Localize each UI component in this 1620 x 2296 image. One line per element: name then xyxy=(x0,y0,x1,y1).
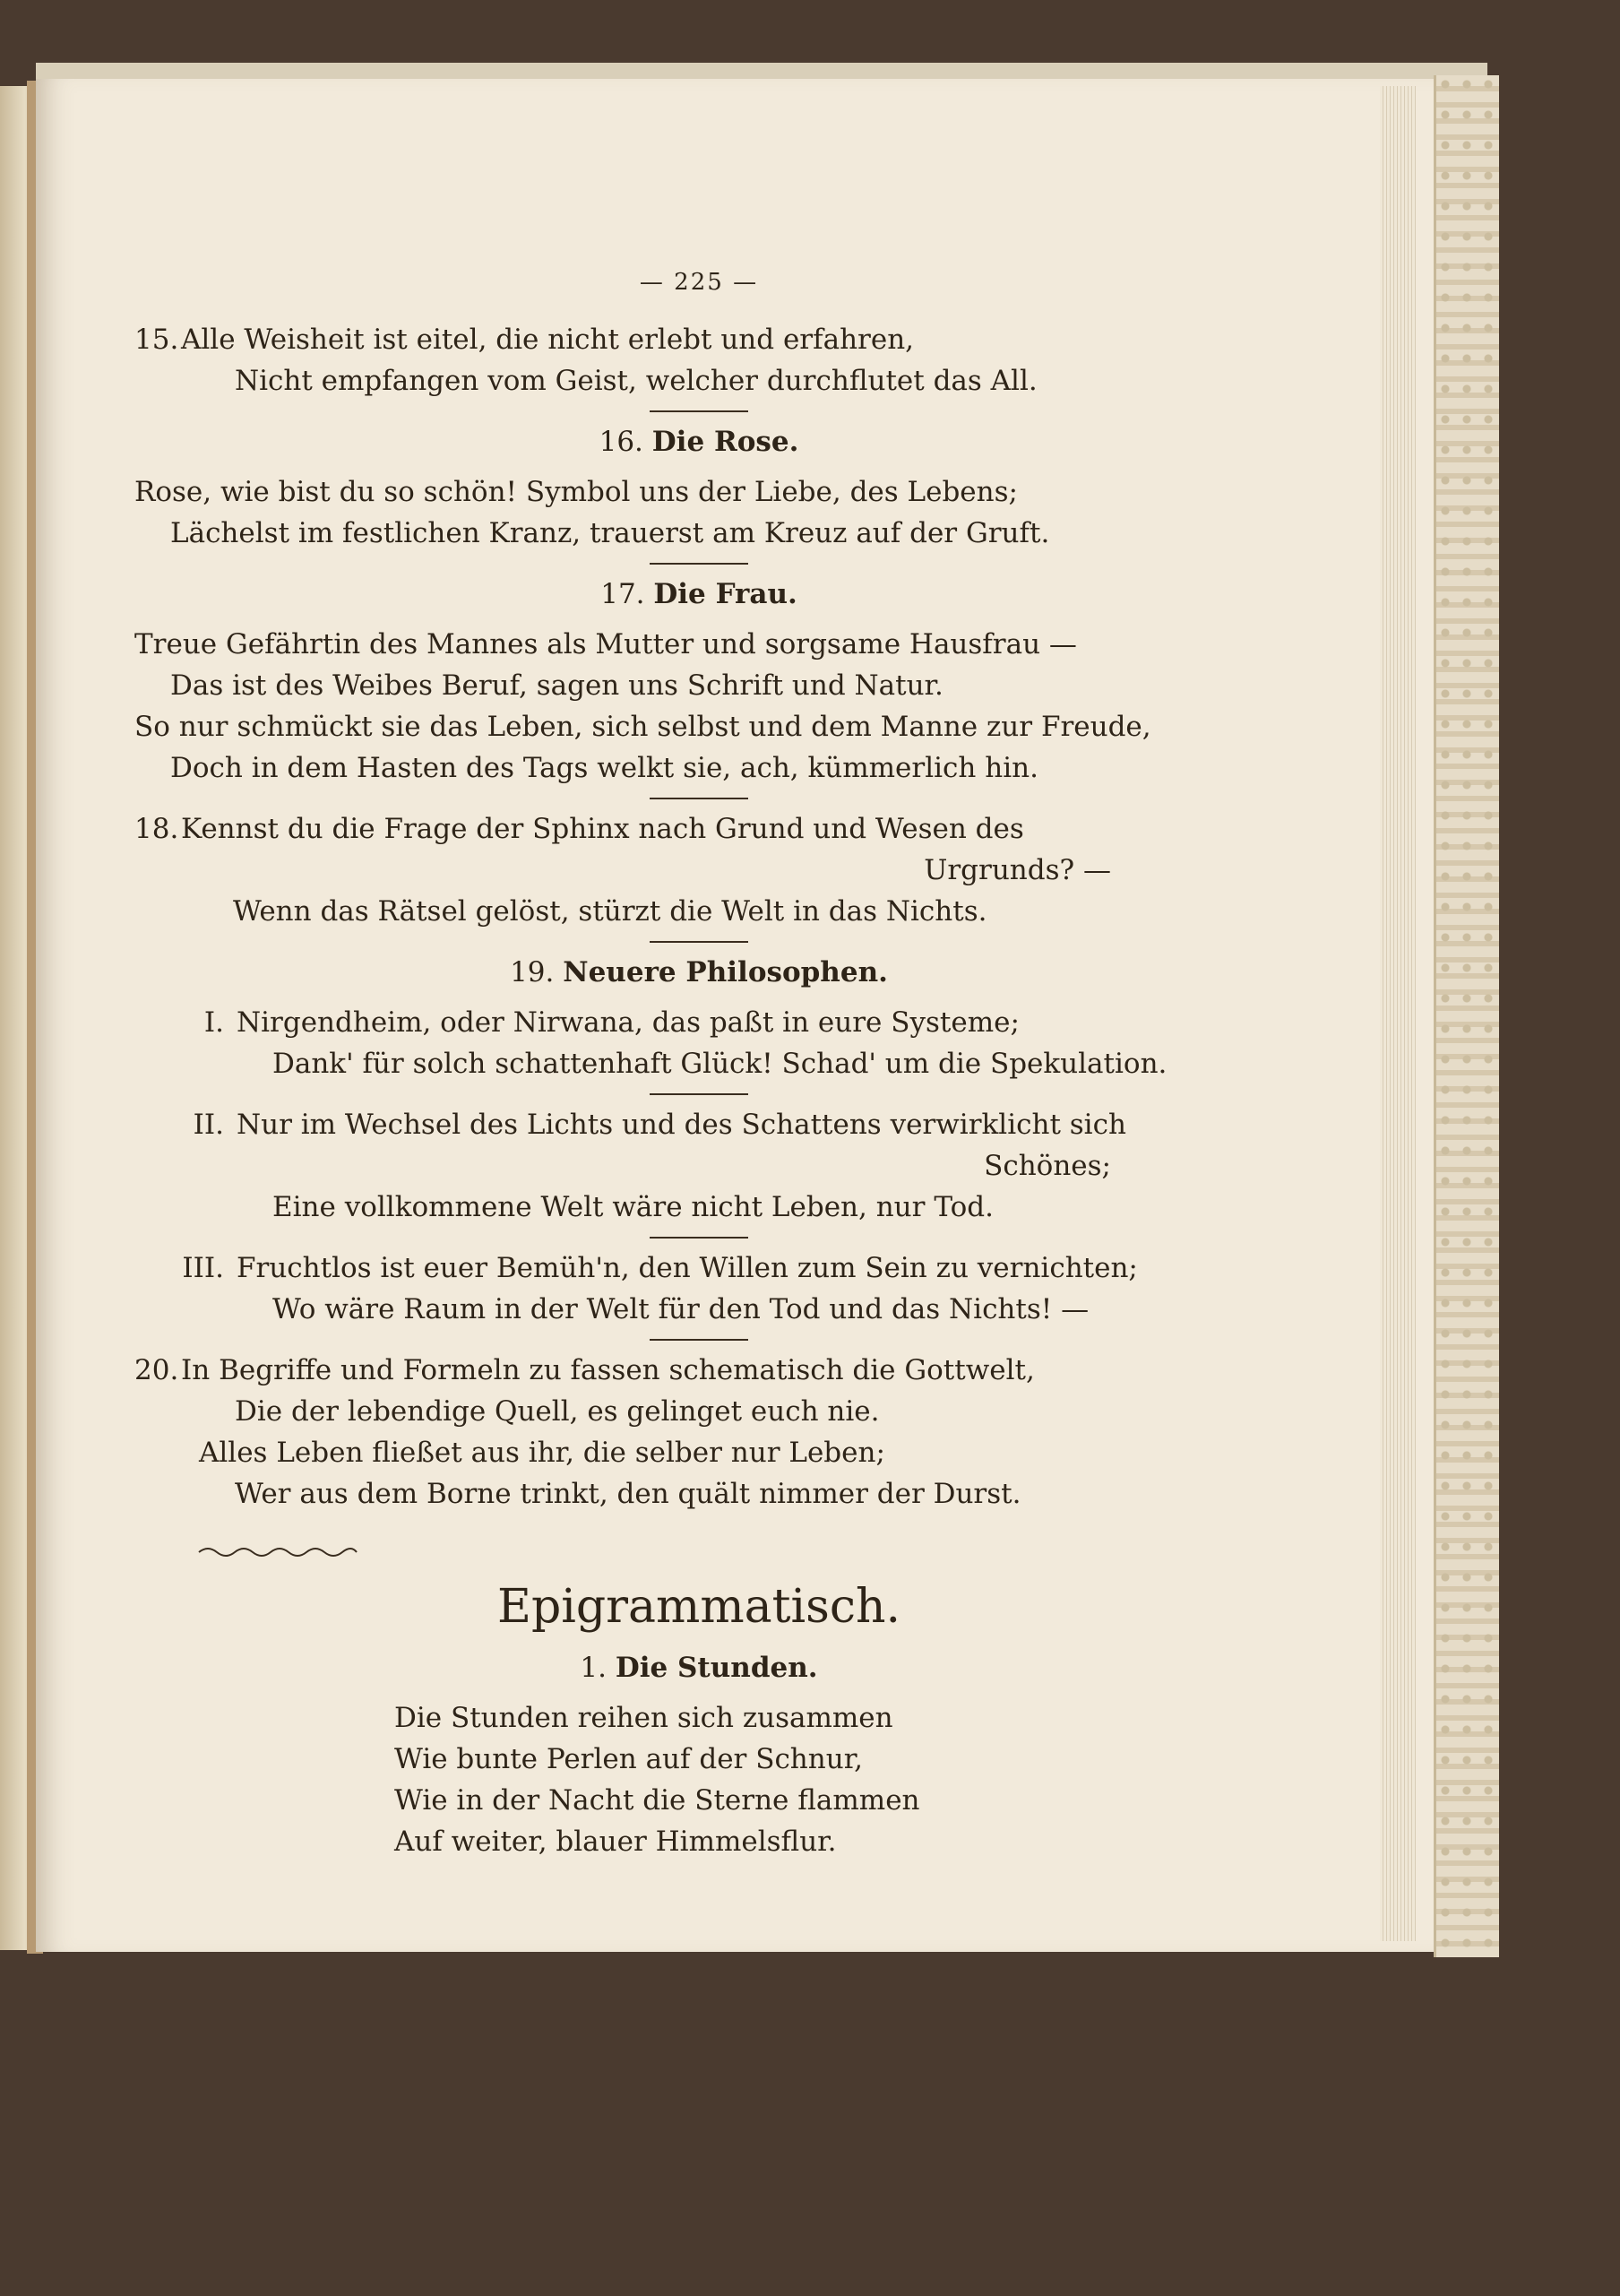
page-stack-edge xyxy=(1380,86,1416,1941)
entry-18 xyxy=(134,808,1138,932)
verse-line: Treue Gefährtin des Mannes als Mutter und sorgsame Hausfrau — xyxy=(134,628,1077,660)
entry-number: 15. xyxy=(134,324,179,356)
roman-numeral: I. xyxy=(203,1006,224,1039)
verse-line: II. Nur im Wechsel des Lichts und des Schattens verwirklicht sich xyxy=(134,1104,1138,1145)
poem-stanza xyxy=(134,1697,1138,1862)
verse-line: Die der lebendige Quell, es gelinget euch nie. xyxy=(235,1395,880,1428)
entry-heading: 16. Die Rose. xyxy=(599,426,799,458)
verse-line: Eine vollkommene Welt wäre nicht Leben, nur Tod. xyxy=(272,1191,994,1223)
verse-line: 15.Alle Weisheit ist eitel, die nicht erlebt und erfahren, xyxy=(134,319,1138,360)
poem-heading: 1. Die Stunden. xyxy=(580,1652,818,1684)
verse-line: III. Fruchtlos ist euer Bemüh'n, den Willen zum Sein zu vernichten; xyxy=(134,1247,1138,1289)
separator-rule xyxy=(650,1339,748,1341)
verse-line: Wo wäre Raum in der Welt für den Tod und das Nichts! — xyxy=(272,1293,1090,1325)
entry-number: 18. xyxy=(134,813,179,845)
entry-20 xyxy=(134,1350,1138,1515)
verse-line: Dank' für solch schattenhaft Glück! Schad' um die Spekulation. xyxy=(272,1048,1168,1080)
entry-heading: 19. Neuere Philosophen. xyxy=(510,956,888,988)
poem-line: Die Stunden reihen sich zusammen xyxy=(394,1702,893,1734)
decorative-cover xyxy=(1434,75,1499,1957)
separator-rule xyxy=(650,1093,748,1095)
wavy-ornament xyxy=(197,1545,358,1559)
separator-rule xyxy=(650,410,748,412)
entry-17 xyxy=(134,574,1151,789)
verse-line: I. Nirgendheim, oder Nirwana, das paßt in eure Systeme; xyxy=(134,1002,1138,1043)
poem-line: Wie in der Nacht die Sterne flammen xyxy=(394,1784,920,1817)
verse-line: 18.Kennst du die Frage der Sphinx nach Grund und Wesen des xyxy=(134,808,1138,850)
roman-numeral: II. xyxy=(193,1109,224,1141)
verse-line: Rose, wie bist du so schön! Symbol uns der Liebe, des Lebens; xyxy=(134,476,1018,508)
verse-line: Urgrunds? — xyxy=(924,854,1111,886)
poem-line: Auf weiter, blauer Himmelsflur. xyxy=(394,1826,837,1858)
section-title: Epigrammatisch. xyxy=(497,1580,900,1634)
verse-line: Wenn das Rätsel gelöst, stürzt die Welt in das Nichts. xyxy=(233,895,987,928)
entry-19 xyxy=(134,952,1168,1330)
entry-number: 20. xyxy=(134,1354,179,1386)
verse-line: Schönes; xyxy=(984,1150,1111,1182)
separator-rule xyxy=(650,798,748,799)
separator-rule xyxy=(650,941,748,943)
verse-line: Das ist des Weibes Beruf, sagen uns Schrift und Natur. xyxy=(170,669,944,702)
entry-16 xyxy=(134,421,1138,554)
entry-heading: 17. Die Frau. xyxy=(600,578,797,610)
verse-line: Alles Leben fließet aus ihr, die selber nur Leben; xyxy=(199,1437,885,1469)
verse-line: Doch in dem Hasten des Tags welkt sie, ach, kümmerlich hin. xyxy=(170,752,1038,784)
verse-line: Wer aus dem Borne trinkt, den quält nimmer der Durst. xyxy=(235,1478,1021,1510)
verse-line: Nicht empfangen vom Geist, welcher durchflutet das All. xyxy=(235,365,1038,397)
roman-numeral: III. xyxy=(182,1252,224,1284)
page-text xyxy=(134,269,1168,1862)
verse-line: So nur schmückt sie das Leben, sich selbst und dem Manne zur Freude, xyxy=(134,711,1151,743)
verse-line: 20.In Begriffe und Formeln zu fassen schematisch die Gottwelt, xyxy=(134,1350,1138,1391)
entry-15 xyxy=(134,319,1138,401)
verse-line: Lächelst im festlichen Kranz, trauerst am Kreuz auf der Gruft. xyxy=(170,517,1050,549)
separator-rule xyxy=(650,1237,748,1239)
poem-line: Wie bunte Perlen auf der Schnur, xyxy=(394,1743,863,1775)
page-number: — 225 — xyxy=(639,269,759,296)
separator-rule xyxy=(650,563,748,565)
